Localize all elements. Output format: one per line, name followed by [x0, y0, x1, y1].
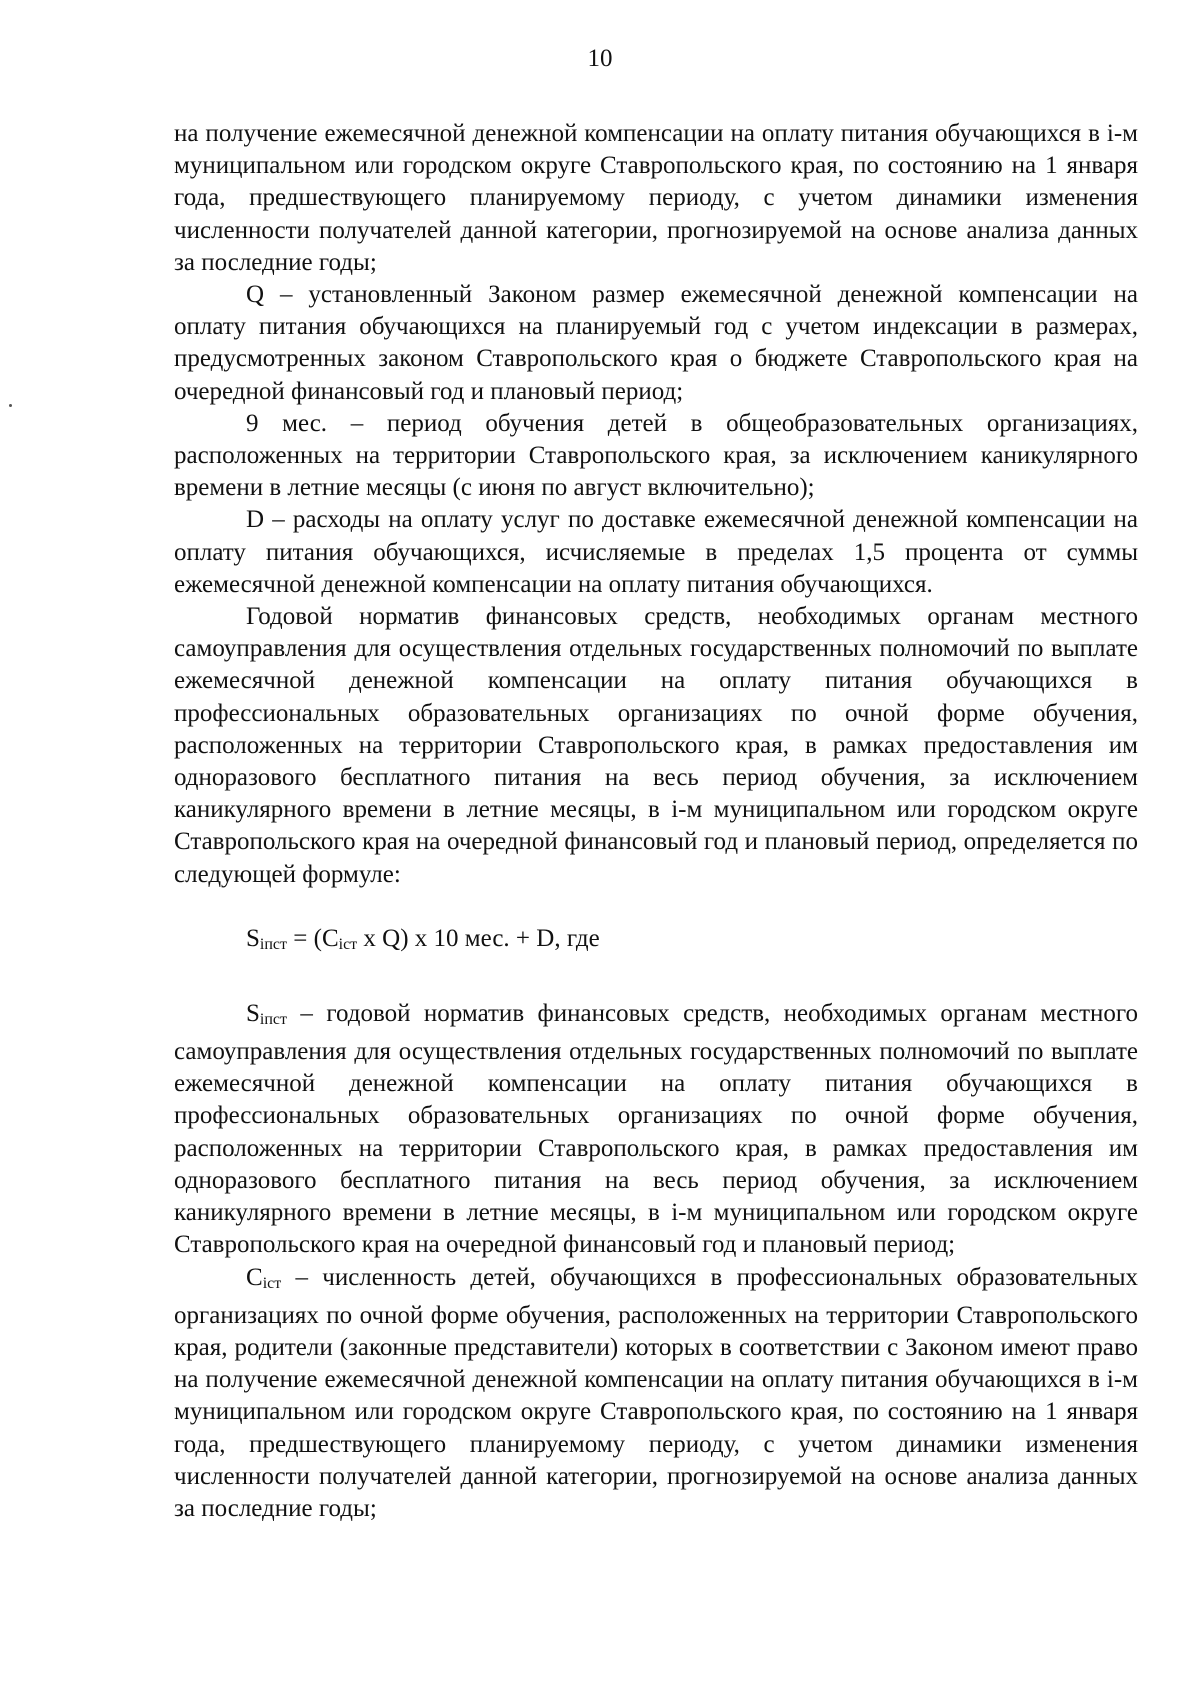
paragraph-continuation: на получение ежемесячной денежной компенсации на оплату питания обучающихся в i-м муниципальном или городском округе Ставропольского края, по состоянию на 1 января года, предшествующего планируемому периоду, с учетом динамики изменения численности получателей данной категории, прогнозируемой на основе анализа данных за последние годы;: [174, 120, 1138, 276]
formula-s-subscript: iпст: [259, 935, 288, 953]
paragraph-9-months-definition: 9 мес. – период обучения детей в общеобразовательных организациях, расположенных на территории Ставропольского края, за исключением каникулярного времени в летние месяцы (с июня по август включительно);: [174, 409, 1138, 502]
definition-c-symbol: C: [246, 1263, 263, 1291]
page-number: 10: [587, 45, 613, 72]
definition-c-subscript: iст: [262, 1274, 282, 1292]
formula-s-symbol: S: [246, 924, 260, 952]
paragraph-d-definition: D – расходы на оплату услуг по доставке ежемесячной денежной компенсации на оплату питания обучающихся, исчисляемые в пределах 1,5 процента от суммы ежемесячной денежной компенсации на оплату питания обучающихся.: [174, 506, 1138, 598]
paragraph-annual-norm: Годовой норматив финансовых средств, необходимых органам местного самоуправления для осуществления отдельных государственных полномочий по выплате ежемесячной денежной компенсации на оплату питания обучающихся в профессиональных образовательных организациях по очной форме обучения, расположенных на территории Ставропольского края, в рамках предоставления им одноразового бесплатного питания на весь период обучения, за исключением каникулярного времени в летние месяцы, в i-м муниципальном или городском округе Ставропольского края на очередной финансовый год и плановый период, определяется по следующей формуле:: [174, 603, 1138, 888]
scan-speck: [9, 404, 12, 407]
definition-s-text: – годовой норматив финансовых средств, необходимых органам местного самоуправления для осуществления отдельных государственных полномочий по выплате ежемесячной денежной компенсации на оплату питания обучающихся в профессиональных образовательных организациях по очной форме обучения, расположенных на территории Ставропольского края, в рамках предоставления им одноразового бесплатного питания на весь период обучения, за исключением каникулярного времени в летние месяцы, в i-м муниципальном или городском округе Ставропольского края на очередной финансовый год и плановый период;: [174, 999, 1138, 1259]
definition-s-symbol: S: [246, 999, 260, 1027]
definition-c-text: – численность детей, обучающихся в профессиональных образовательных организациях по очной форме обучения, расположенных на территории Ставропольского края, родители (законные представители) которых в соответствии с Законом имеют право на получение ежемесячной денежной компенсации на оплату питания обучающихся в i-м муниципальном или городском округе Ставропольского края, по состоянию на 1 января года, предшествующего планируемому периоду, с учетом динамики изменения численности получателей данной категории, прогнозируемой на основе анализа данных за последние годы;: [174, 1263, 1138, 1522]
document-body: [174, 118, 1138, 1525]
formula-part-1: = (C: [287, 924, 339, 952]
formula-c-subscript: iст: [338, 935, 358, 953]
paragraph-c-definition: [174, 1262, 1138, 1526]
paragraph-q-definition: Q – установленный Законом размер ежемесячной денежной компенсации на оплату питания обучающихся на планируемый год с учетом индексации в размерах, предусмотренных законом Ставропольского края о бюджете Ставропольского края на очередной финансовый год и плановый период;: [174, 281, 1138, 405]
formula-part-2: x Q) x 10 мес. + D, где: [357, 924, 600, 952]
paragraph-s-definition: [174, 998, 1138, 1262]
definition-s-subscript: iпст: [259, 1010, 288, 1028]
formula: [174, 923, 1138, 961]
